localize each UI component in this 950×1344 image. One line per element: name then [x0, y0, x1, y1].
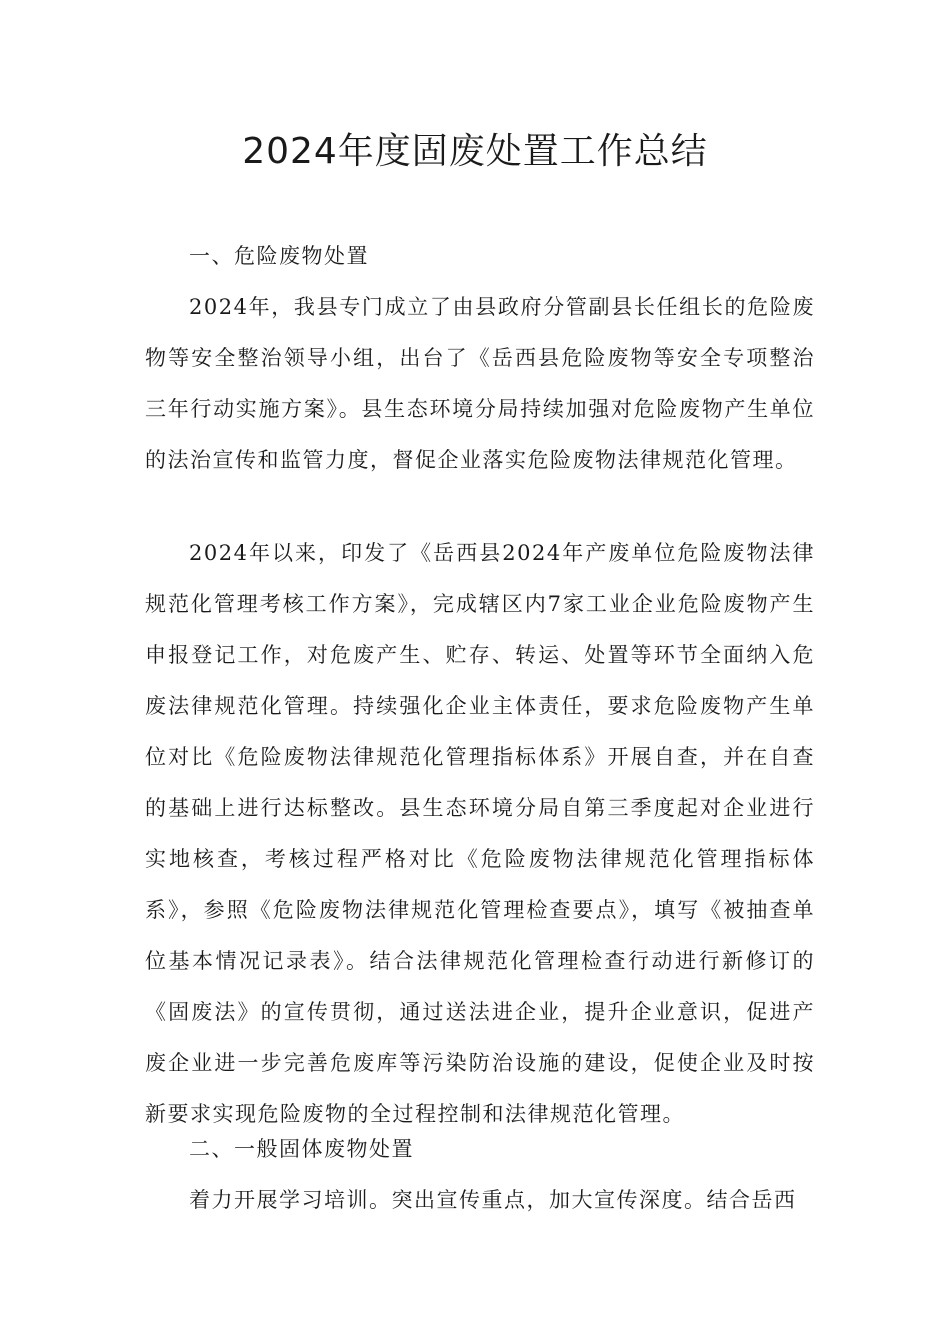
section-heading-hazardous-waste: 一、危险废物处置	[189, 244, 369, 268]
paragraph: 2024年以来，印发了《岳西县2024年产废单位危险废物法律规范化管理考核工作方案》，完成辖区内7家工业企业危险废物产生申报登记工作，对危废产生、贮存、转运、处置等环节全面纳入危废法律规范化管理。持续强化企业主体责任，要求危险废物产生单位对比《危险废物法律规范化管理指标体系》开展自查，并在自查的基础上进行达标整改。县生态环境分局自第三季度起对企业进行实地核查，考核过程严格对比《危险废物法律规范化管理指标体系》，参照《危险废物法律规范化管理检查要点》，填写《被抽查单位基本情况记录表》。结合法律规范化管理检查行动进行新修订的《固废法》的宣传贯彻，通过送法进企业，提升企业意识，促进产废企业进一步完善危废库等污染防治设施的建设，促使企业及时按新要求实现危险废物的全过程控制和法律规范化管理。	[145, 541, 815, 1126]
paragraph: 2024年，我县专门成立了由县政府分管副县长任组长的危险废物等安全整治领导小组，出台了《岳西县危险废物等安全专项整治三年行动实施方案》。县生态环境分局持续加强对危险废物产生单位的法治宣传和监管力度，督促企业落实危险废物法律规范化管理。	[145, 295, 815, 472]
section-heading-general-solid-waste: 二、一般固体废物处置	[189, 1137, 414, 1161]
paragraph: 着力开展学习培训。突出宣传重点，加大宣传深度。结合岳西	[189, 1188, 797, 1212]
document-title: 2024年度固废处置工作总结	[242, 131, 708, 172]
